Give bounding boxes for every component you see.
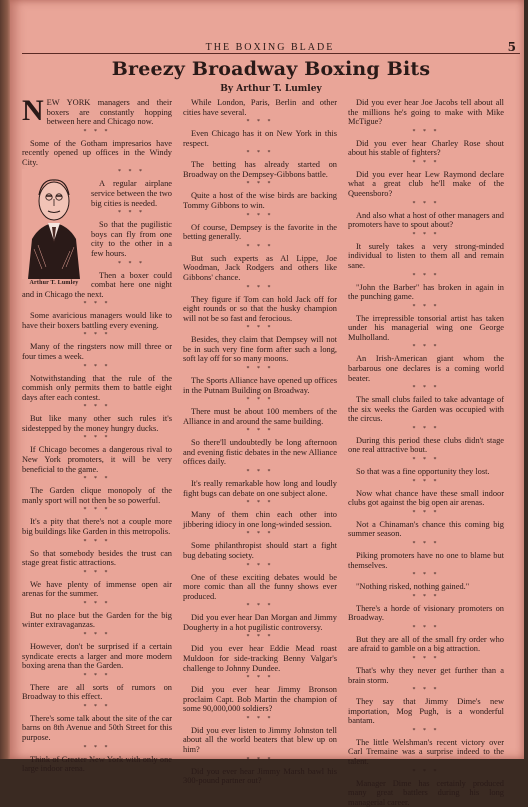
paragraph: It's really remarkable how long and loudly fight bugs can debate on one subject alone. <box>183 479 337 498</box>
paragraph: Some philanthropist should start a fight bug debating society. <box>183 541 337 560</box>
paragraph: Did you ever listen to Jimmy Johnston tell about all the world beaters that blew up on him? <box>183 725 337 755</box>
paragraph: The Garden clique monopoly of the manly sport will not then be so powerful. <box>22 486 172 505</box>
separator: * * * <box>83 569 111 576</box>
paragraph: But such experts as Al Lippe, Joe Woodman, Jack Rodgers and others like Gibbons' chance. <box>183 253 337 282</box>
paragraph: Many of the ringsters now mill three or four times a week. <box>22 342 172 361</box>
separator: * * * <box>83 600 111 607</box>
paragraph: There's some talk about the site of the car barns on 8th Avenue and 50th Street for this purpose. <box>22 713 172 743</box>
paragraph: While London, Paris, Berlin and other cities have several. <box>183 98 337 117</box>
portrait-caption: Arthur T. Lumley <box>29 280 79 287</box>
separator: * * * <box>83 332 111 339</box>
separator: * * * <box>412 457 440 464</box>
paragraph: The betting has already started on Broadway on the Dempsey-Gibbons battle. <box>183 160 337 179</box>
paragraph: Some avaricious managers would like to have their boxers battling every evening. <box>22 311 172 330</box>
separator: * * * <box>246 603 274 610</box>
paragraph: The irrepressible tonsorial artist has taken under his managerial wing one George Mulholland. <box>348 313 504 342</box>
paragraph: That's why they never get further than a brain storm. <box>348 665 504 685</box>
paragraph: And also what a host of other managers and promoters have to spout about? <box>348 210 504 230</box>
separator: * * * <box>246 243 274 250</box>
separator: * * * <box>246 500 274 507</box>
separator: * * * <box>246 284 274 291</box>
separator: * * * <box>246 181 274 188</box>
separator: * * * <box>412 159 440 166</box>
separator: * * * <box>118 260 145 267</box>
separator: * * * <box>83 631 111 638</box>
paragraph: The small clubs failed to take advantage of the six weeks the Garden was occupied with the circus. <box>348 395 504 424</box>
paragraph: An Irish-American giant whom the barbarous one declares is a coming world beater. <box>348 354 504 383</box>
paragraph: If Chicago becomes a dangerous rival to New York promoters, it will be very beneficial to the game. <box>22 445 172 474</box>
page-number: 5 <box>507 40 516 54</box>
separator: * * * <box>412 303 440 310</box>
separator: * * * <box>412 478 440 485</box>
paragraph: Did you ever hear Jimmy Bronson proclaim Capt. Bob Martin the champion of some 90,000,000 soldiers? <box>183 685 337 714</box>
separator: * * * <box>246 212 274 219</box>
paragraph: However, don't be surprised if a certain syndicate erects a larger and more modern boxing arena than the Garden. <box>22 641 172 671</box>
paragraph: So that the pugilistic boys can fly from one city to the other in a few hours. <box>91 220 172 258</box>
separator: * * * <box>246 325 274 332</box>
separator: * * * <box>246 469 274 476</box>
separator: * * * <box>246 428 274 435</box>
paragraph: There's a horde of visionary promoters on Broadway. <box>348 603 504 623</box>
separator: * * * <box>246 397 274 404</box>
paragraph: But like many other such rules it's sidestepped by the money hungry ducks. <box>22 414 172 433</box>
separator: * * * <box>412 385 440 392</box>
paragraph: Did you ever hear Joe Jacobs tell about all the millions he's going to make with Mike McTigue? <box>348 98 504 127</box>
separator: * * * <box>246 675 274 682</box>
separator: * * * <box>83 128 111 135</box>
separator: * * * <box>83 703 111 710</box>
column-2 <box>183 98 337 786</box>
separator: * * * <box>412 593 440 600</box>
paragraph: "John the Barber" has broken in again in the punching game. <box>348 282 504 302</box>
separator: * * * <box>246 634 274 641</box>
paragraph: Did you ever hear Jimmy Marsh bawl his 300-pound partner out? <box>183 766 337 786</box>
paragraph: "Nothing risked, nothing gained." <box>356 582 470 592</box>
portrait-illustration-icon <box>22 169 86 279</box>
paragraph: So that somebody besides the trust can stage great fistic attractions. <box>22 548 172 568</box>
separator: * * * <box>412 128 440 135</box>
paragraph: Did you ever hear Lew Raymond declare what a great club he'll make of the Queensboro? <box>348 169 504 199</box>
separator: * * * <box>83 363 111 370</box>
drop-cap: N <box>22 94 44 127</box>
paragraph: Besides, they claim that Dempsey will not be in such very fine form after such a long, soft lay off for so many moons. <box>183 335 337 364</box>
running-head: THE BOXING BLADE <box>205 42 335 53</box>
paragraph: Now what chance have these small indoor clubs got against the big open air arenas. <box>348 488 504 508</box>
separator: * * * <box>83 476 111 483</box>
paragraph: They say that Jimmy Dime's new importation, Mog Pugh, is a wonderful bantam. <box>348 697 504 726</box>
paragraph: But they are all of the small fry order who are afraid to gamble on a big attraction. <box>348 634 504 654</box>
separator: * * * <box>246 150 274 157</box>
paragraph: One of these exciting debates would be more comic than all the funny shows ever produced. <box>183 572 337 601</box>
paragraph: Quite a host of the wise birds are backing Tommy Gibbons to win. <box>183 191 337 211</box>
paragraph: Some of the Gotham impresarios have recently opened up offices in the Windy City. <box>22 138 172 167</box>
separator: * * * <box>246 756 274 763</box>
paragraph: A regular airplane service between the two big cities is needed. <box>91 179 172 208</box>
separator: * * * <box>83 672 111 679</box>
paragraph: Manager Dime has certainly produced many great battlers during his long managerial career. <box>348 778 504 807</box>
paragraph: Think of Greater New York with only one large indoor arena. <box>22 754 172 774</box>
separator: * * * <box>83 744 111 751</box>
separator: * * * <box>246 715 274 722</box>
separator: * * * <box>412 231 440 238</box>
separator: * * * <box>246 562 274 569</box>
paragraph: The little Welshman's recent victory over Carl Tremaine was a surprise indeed to the talent. <box>348 737 504 767</box>
paragraph: Did you ever hear Eddie Mead roast Muldoon for side-tracking Benny Valgar's challenge to Johnny Dundee. <box>183 644 337 673</box>
separator: * * * <box>83 301 111 308</box>
paragraph: Then a boxer could combat here one night and in Chicago the next. <box>22 270 172 299</box>
paragraph: It surely takes a very strong-minded individual to listen to them all and remain sane. <box>348 241 504 270</box>
lead-paragraph: NEW YORK managers and their boxers are constantly hopping between here and Chicago now. <box>22 94 172 127</box>
paragraph: Of course, Dempsey is the favorite in the betting generally. <box>183 222 337 242</box>
separator: * * * <box>246 531 274 538</box>
separator: * * * <box>412 540 440 547</box>
paragraph: During this period these clubs didn't stage one real attractive bout. <box>348 435 504 455</box>
header-rule <box>22 53 520 54</box>
paragraph: Even Chicago has it on New York in this respect. <box>183 129 337 148</box>
article-byline: By Arthur T. Lumley <box>220 84 322 94</box>
paragraph: We have plenty of immense open air arenas for the summer. <box>22 579 172 599</box>
separator: * * * <box>412 572 440 579</box>
separator: * * * <box>83 538 111 545</box>
paragraph: There are all sorts of rumors on Broadway to this effect. <box>22 682 172 702</box>
author-portrait <box>22 169 86 287</box>
separator: * * * <box>118 210 145 217</box>
paragraph: The Sports Alliance have opened up offices in the Putnam Building on Broadway. <box>183 375 337 395</box>
paragraph: So there'll undoubtedly be long afternoon and evening fistic debates in the new Alliance offices daily. <box>183 438 337 467</box>
article-title: Breezy Broadway Boxing Bits <box>111 58 431 80</box>
paragraph: But no place but the Garden for the big winter extravaganzas. <box>22 610 172 630</box>
separator: * * * <box>412 624 440 631</box>
paragraph: There must be about 100 members of the Alliance in and around the same building. <box>183 407 337 426</box>
paragraph: Piking promoters have no one to blame but themselves. <box>348 550 504 570</box>
separator: * * * <box>246 119 274 126</box>
separator: * * * <box>412 768 440 775</box>
separator: * * * <box>412 272 440 279</box>
separator: * * * <box>412 425 440 432</box>
separator: * * * <box>412 687 440 694</box>
paragraph: Notwithstanding that the rule of the commish only permits them to battle eight days after each contest. <box>22 373 172 402</box>
separator: * * * <box>83 404 111 411</box>
paragraph: Did you ever hear Charley Rose shout about his stable of fighters? <box>348 138 504 158</box>
paragraph: They figure if Tom can hold Jack off for eight rounds or so that the husky champion will not be so fast and ferocious. <box>183 294 337 323</box>
column-1 <box>22 94 172 774</box>
separator: * * * <box>83 507 111 514</box>
separator: * * * <box>412 200 440 207</box>
separator: * * * <box>412 509 440 516</box>
paragraph: It's a pity that there's not a couple more big buildings like Garden in this metropolis. <box>22 517 172 536</box>
paragraph: So that was a fine opportunity they lost. <box>356 467 490 477</box>
paragraph: Not a Chinaman's chance this coming big summer season. <box>348 519 504 539</box>
separator: * * * <box>412 655 440 662</box>
separator: * * * <box>412 344 440 351</box>
paragraph: Many of them chin each other into jibbering idiocy in one long-winded session. <box>183 510 337 529</box>
separator: * * * <box>83 435 111 442</box>
paragraph: Did you ever hear Dan Morgan and Jimmy Dougherty in a hot pugilistic controversy. <box>183 613 337 632</box>
separator: * * * <box>246 365 274 372</box>
separator: * * * <box>412 727 440 734</box>
separator: * * * <box>118 169 145 176</box>
column-3 <box>348 98 504 807</box>
